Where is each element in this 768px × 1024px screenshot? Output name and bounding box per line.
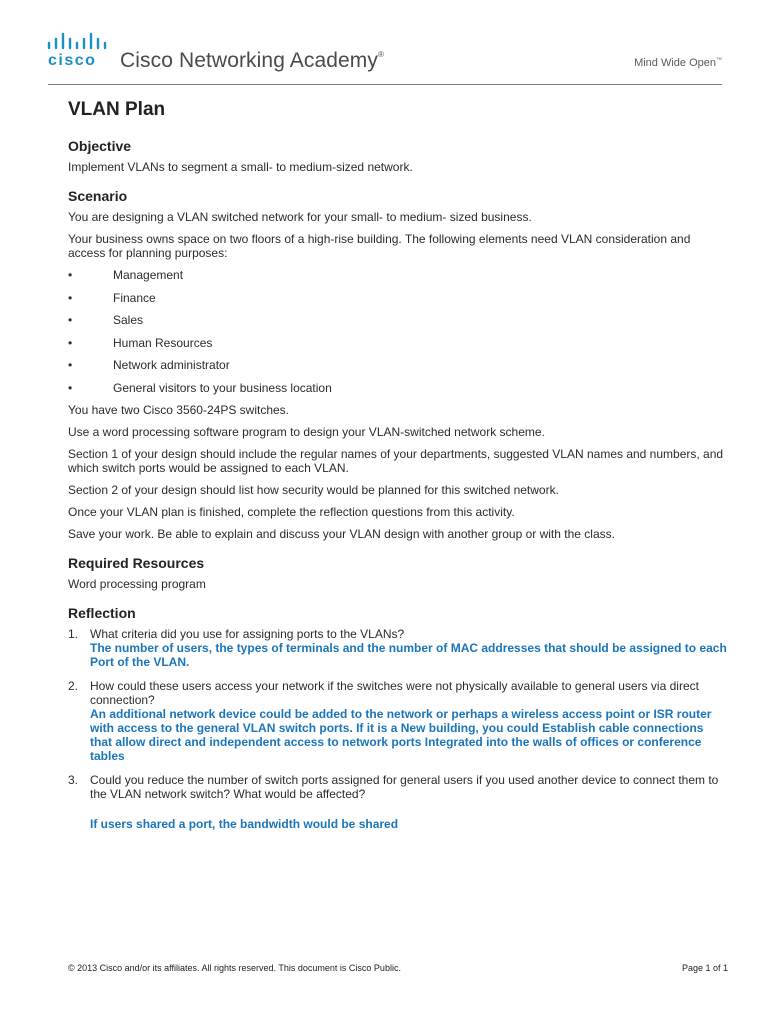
scenario-intro-2: Your business owns space on two floors of a high-rise building. The following elements need VLAN consideration and access for planning purposes:: [68, 232, 691, 260]
question-number: 1.: [68, 627, 79, 641]
registered-mark: ®: [378, 50, 384, 59]
cisco-logo-bars-icon: [47, 31, 109, 51]
list-item-text: Network administrator: [113, 358, 230, 372]
scenario-reflection-note: Once your VLAN plan is finished, complete the reflection questions from this activity.: [68, 505, 515, 519]
list-item: [68, 313, 728, 336]
reflection-questions: [68, 627, 728, 831]
page-number: Page 1 of 1: [681, 963, 728, 973]
trademark-mark: ™: [716, 57, 722, 64]
question-item: [68, 773, 728, 831]
planning-elements-list: [68, 268, 728, 403]
academy-name-text: Cisco Networking Academy: [120, 49, 378, 72]
list-item: [68, 291, 728, 314]
bullet-glyph: •: [68, 290, 73, 305]
question-text: How could these users access your network if the switches were not physically available to general users via direct connection?: [90, 679, 699, 707]
list-item-text: Sales: [113, 313, 144, 327]
page-title: VLAN Plan: [68, 99, 166, 120]
answer-text: An additional network device could be added to the network or perhaps a wireless access point or ISR router with access to the general VLAN switch ports. If it is a New building, you could Establish cable connections that allow direct and independent access to network ports Integrated into the walls of offices or conference tables: [90, 707, 712, 763]
list-item-text: General visitors to your business location: [113, 380, 332, 395]
academy-name: [120, 49, 384, 73]
list-item: [68, 358, 728, 381]
question-item: [68, 627, 728, 669]
question-text: Could you reduce the number of switch ports assigned for general users if you used another device to connect them to the VLAN network switch? What would be affected?: [90, 773, 719, 801]
objective-text: Implement VLANs to segment a small- to medium-sized network.: [68, 160, 413, 174]
scenario-intro-1: You are designing a VLAN switched network for your small- to medium- sized business.: [68, 210, 532, 224]
question-text: What criteria did you use for assigning ports to the VLANs?: [90, 627, 405, 641]
list-item: [68, 336, 728, 359]
scenario-switches: You have two Cisco 3560-24PS switches.: [68, 403, 290, 417]
document-body: [68, 96, 728, 841]
resources-text: Word processing program: [68, 577, 206, 591]
copyright-text: © 2013 Cisco and/or its affiliates. All rights reserved. This document is Cisco Public.: [68, 963, 401, 973]
bullet-glyph: •: [68, 358, 73, 372]
tagline: [634, 57, 722, 69]
list-item: [68, 381, 728, 404]
list-item-text: Finance: [113, 290, 156, 305]
question-number: 3.: [68, 773, 79, 787]
resources-heading: Required Resources: [68, 555, 205, 571]
scenario-section-1: Section 1 of your design should include the regular names of your departments, suggested VLAN names and numbers, and which switch ports would be assigned to each VLAN.: [68, 447, 724, 475]
bullet-glyph: •: [68, 335, 73, 350]
question-item: [68, 679, 728, 763]
bullet-glyph: •: [68, 380, 73, 395]
scenario-word-processing: Use a word processing software program to design your VLAN-switched network scheme.: [68, 425, 545, 439]
header-divider: [48, 84, 722, 85]
answer-text: If users shared a port, the bandwidth would be shared: [90, 817, 399, 831]
answer-text: The number of users, the types of terminals and the number of MAC addresses that should be assigned to each Port of the VLAN.: [90, 641, 727, 669]
list-item: [68, 268, 728, 291]
bullet-glyph: •: [68, 313, 73, 327]
bullet-glyph: •: [68, 268, 73, 282]
scenario-save-note: Save your work. Be able to explain and discuss your VLAN design with another group or with the class.: [68, 527, 615, 541]
objective-heading: Objective: [68, 138, 132, 154]
scenario-section-2: Section 2 of your design should list how security would be planned for this switched network.: [68, 483, 559, 497]
cisco-logo-wordmark: cisco: [48, 52, 97, 69]
list-item-text: Human Resources: [113, 335, 213, 350]
reflection-heading: Reflection: [68, 605, 136, 621]
scenario-heading: Scenario: [68, 188, 128, 204]
question-number: 2.: [68, 679, 79, 693]
page-header: [0, 0, 768, 90]
tagline-text: Mind Wide Open: [634, 57, 716, 69]
list-item-text: Management: [113, 268, 184, 282]
